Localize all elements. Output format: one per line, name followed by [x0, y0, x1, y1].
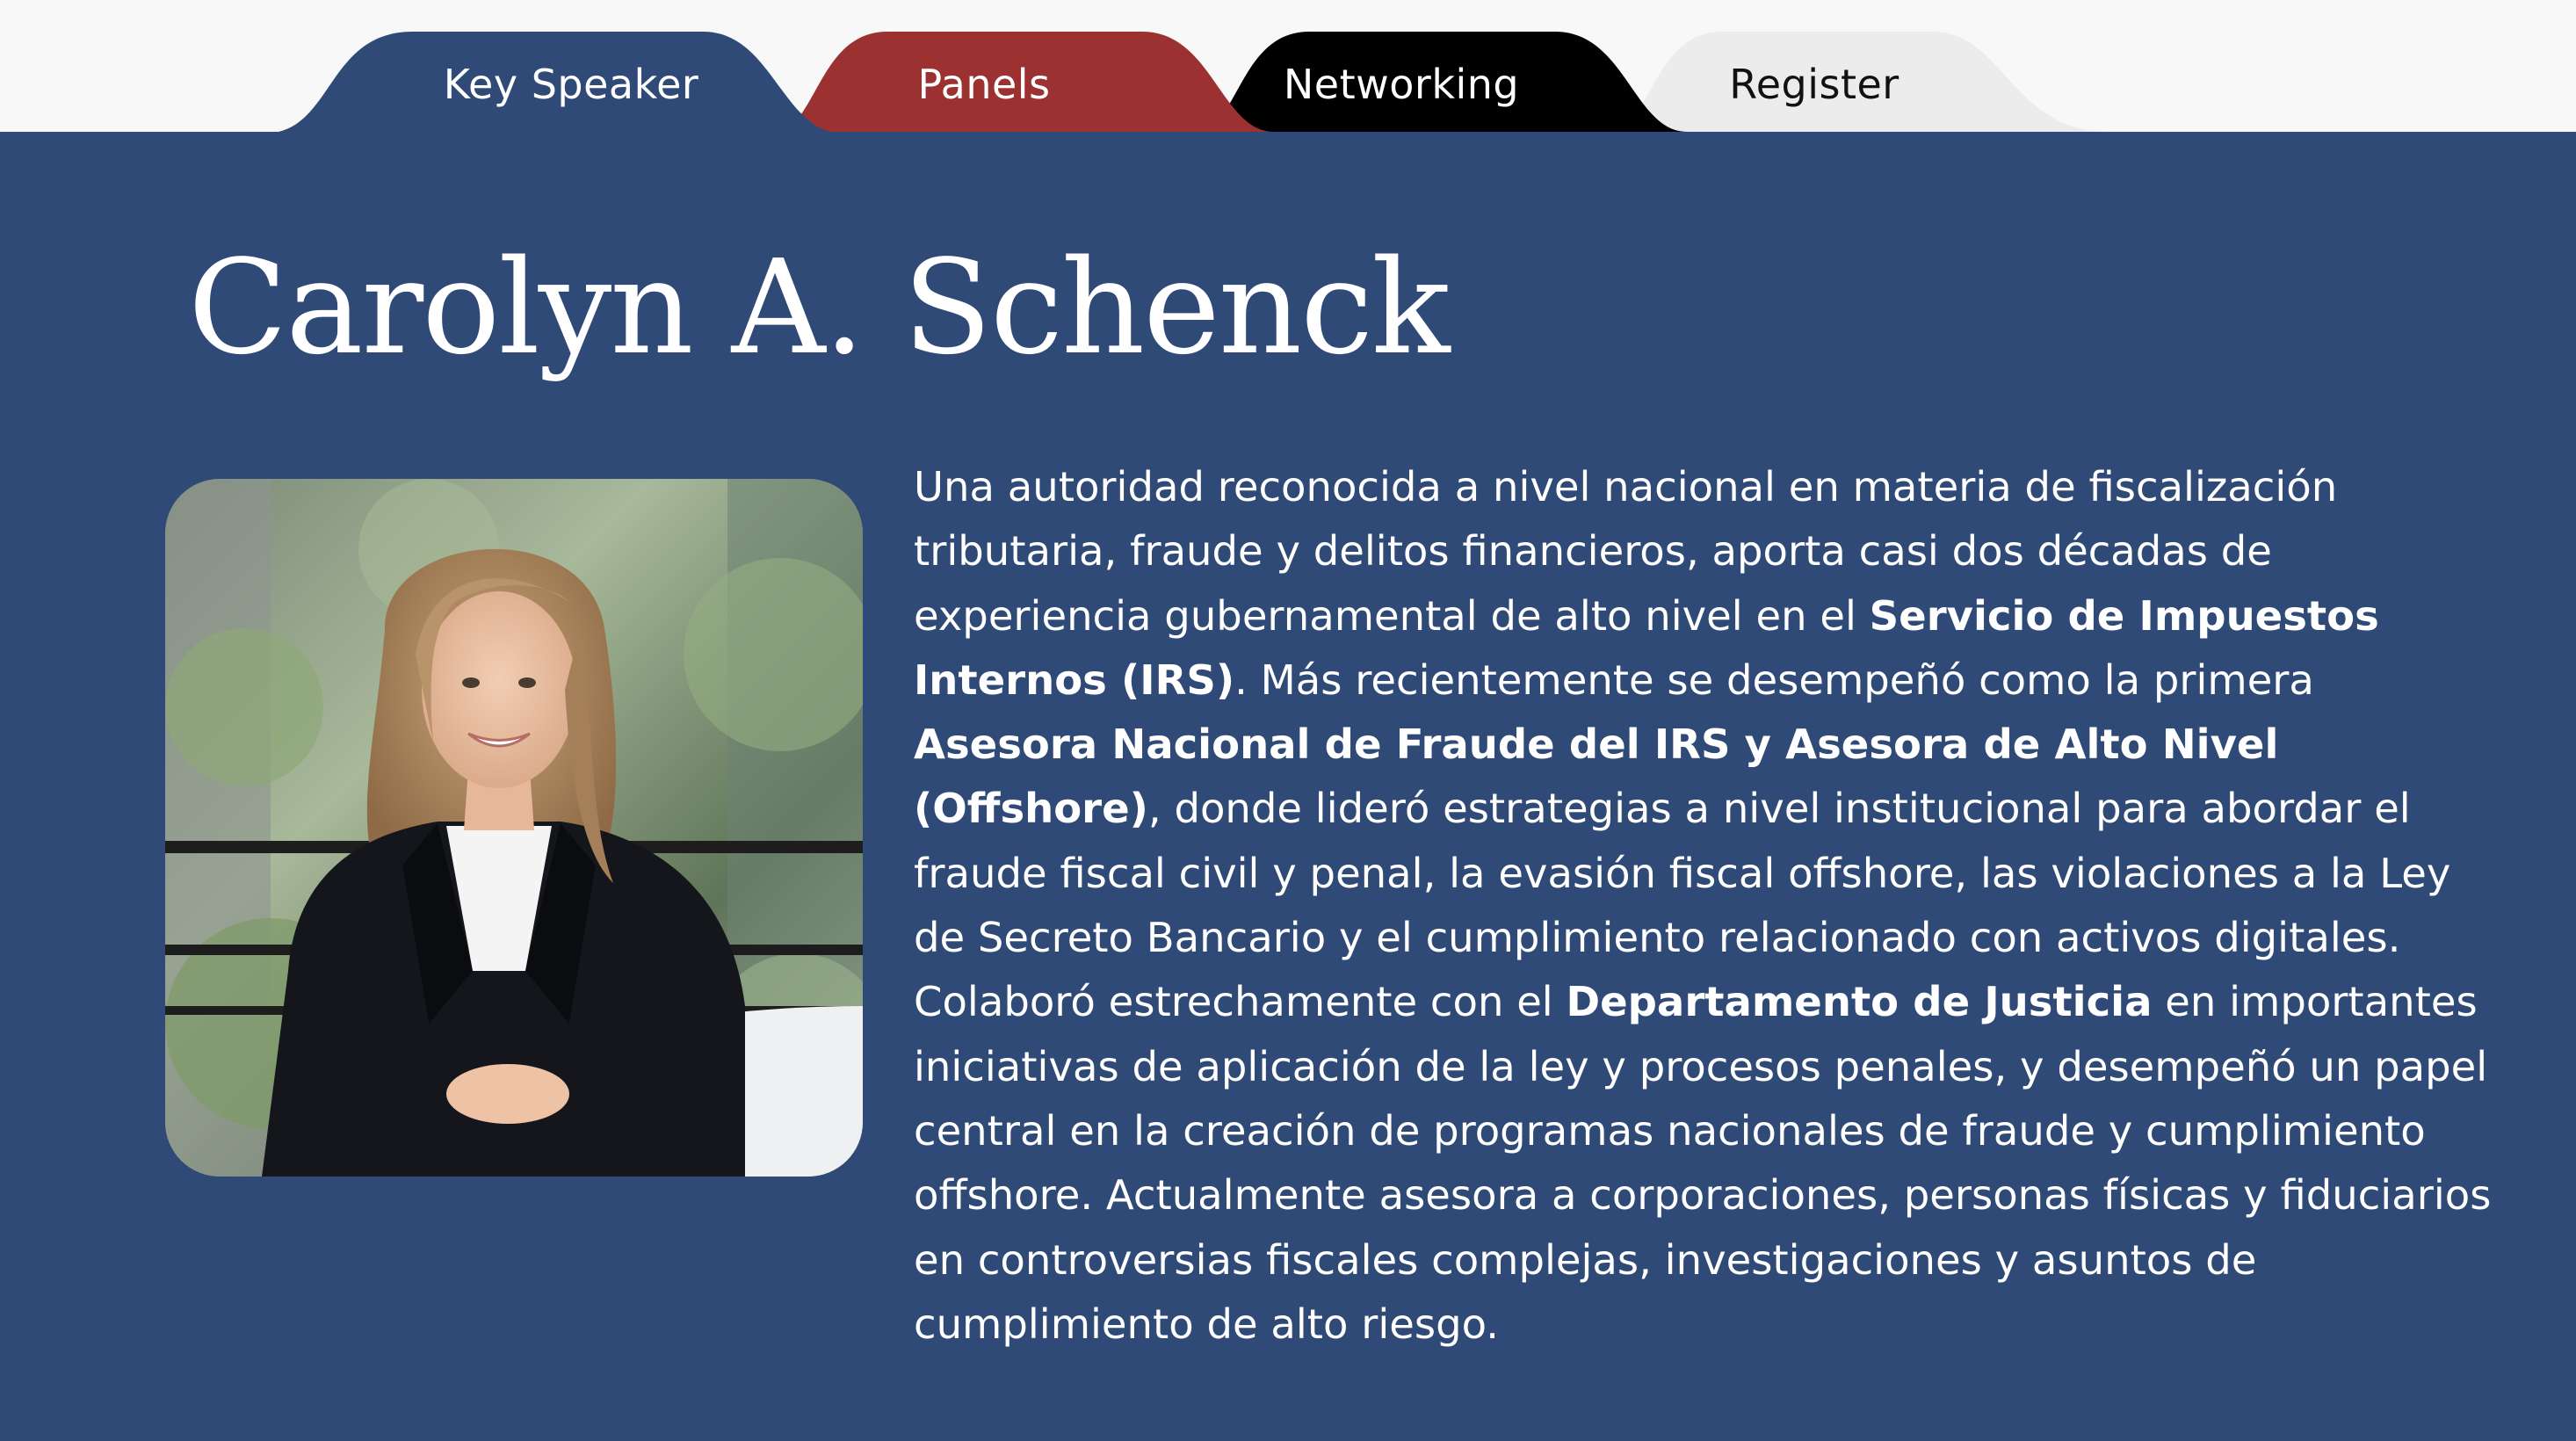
bio-text: Una autoridad reconocida a nivel nacional en materia de fiscalización tributaria, fraude y delitos financieros, aporta casi dos décadas de experiencia gubernamental de alto nivel en el — [914, 463, 2338, 640]
tab-key-speaker[interactable]: Key Speaker — [443, 61, 699, 108]
bio-text: . Más recientemente se desempeñó como la primera — [1234, 655, 2314, 704]
bio-text: , donde lideró estrategias a nivel institucional para abordar el fraude fiscal civil y penal, la evasión fiscal offshore, las violaciones a la Ley de Secreto Bancario y el cumplimiento relacionado con activos digitales. Colaboró estrechamente con el — [914, 785, 2451, 1026]
tab-register[interactable]: Register — [1729, 61, 1899, 108]
speaker-photo — [165, 479, 863, 1177]
portrait-illustration — [165, 479, 863, 1177]
bio-text: en importantes iniciativas de aplicación de la ley y procesos penales, y desempeñó un papel central en la creación de programas nacionales de fraude y cumplimiento offshore. Actualmente asesora a corporaciones, personas físicas y fiduciarios en controversias fiscales complejas, investigaciones y asuntos de cumplimiento de alto riesgo. — [914, 978, 2492, 1348]
tab-networking[interactable]: Networking — [1283, 61, 1520, 108]
speaker-name: Carolyn A. Schenck — [188, 232, 1449, 383]
speaker-bio — [914, 455, 2495, 1357]
bio-highlight: Asesora Nacional de Fraude del IRS y Asesora de Alto Nivel (Offshore) — [914, 720, 2279, 833]
tab-panels[interactable]: Panels — [917, 61, 1051, 108]
bio-highlight: Departamento de Justicia — [1566, 978, 2153, 1026]
bio-highlight: Servicio de Impuestos Internos (IRS) — [914, 591, 2379, 704]
